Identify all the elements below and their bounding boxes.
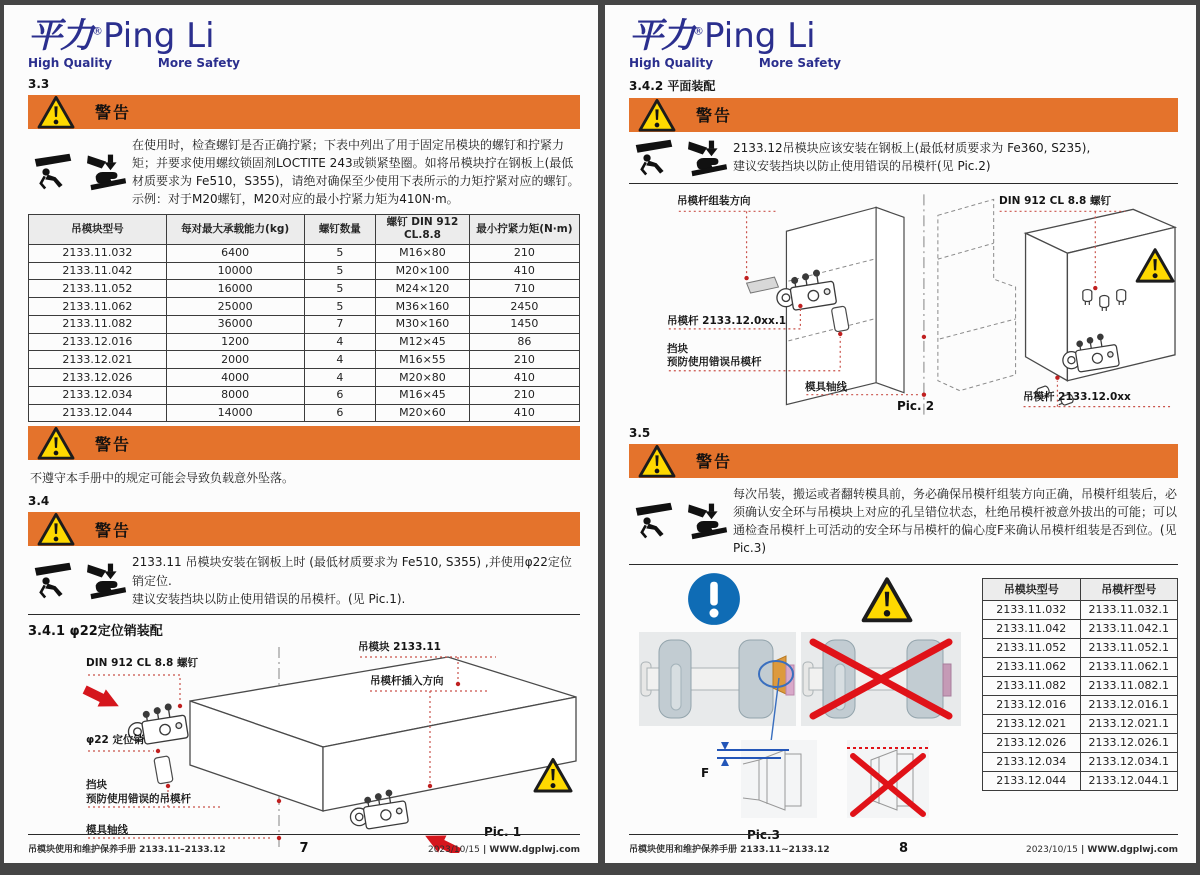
- table-header-row: [29, 214, 580, 244]
- logo-en: Ping Li: [704, 16, 816, 56]
- table-cell: 6400: [166, 244, 304, 262]
- warning-4-line1: 2133.12吊模块应该安装在钢板上(最低材质要求为 Fe360, S235),: [733, 140, 1091, 155]
- table-cell: 2133.11.082.1: [1080, 676, 1178, 695]
- pic2-rod1-label: 吊模杆 2133.12.0xx.1: [667, 314, 787, 327]
- warning-4-text: [733, 139, 1178, 177]
- warning-banner-3: [28, 512, 580, 546]
- footer-date-site: [324, 845, 580, 855]
- table-cell: 2133.11.062: [29, 298, 167, 316]
- table-cell: 2133.12.026.1: [1080, 733, 1178, 752]
- manual-page-8: [605, 5, 1196, 863]
- divider: [629, 564, 1178, 565]
- table-cell: 86: [469, 333, 579, 351]
- registered-mark: ®: [693, 24, 704, 38]
- warning-banner-1: [28, 95, 580, 129]
- table-cell: 2133.11.032: [983, 600, 1081, 619]
- table-cell: 2133.11.052.1: [1080, 638, 1178, 657]
- pic1-pin-label: φ22 定位销: [86, 734, 144, 747]
- table-header-cell: 吊模块型号: [983, 578, 1081, 600]
- table-row: [983, 657, 1178, 676]
- table-cell: 6: [304, 404, 376, 422]
- table-cell: 6: [304, 386, 376, 404]
- warning-1-text: [132, 136, 580, 209]
- table-row: [983, 600, 1178, 619]
- bolt-torque-table: [28, 214, 580, 423]
- section-3-4-label: 3.4: [28, 494, 50, 509]
- section-3-5-label: 3.5: [629, 425, 651, 440]
- pic1-stop-label: [86, 779, 191, 806]
- warning-3-body: [28, 553, 580, 608]
- table-cell: 2133.11.042: [29, 262, 167, 280]
- table-cell: 410: [469, 404, 579, 422]
- pic2-stop-line1: 挡块: [667, 342, 688, 355]
- table-cell: 25000: [166, 298, 304, 316]
- table-cell: 2133.12.034: [983, 752, 1081, 771]
- footer-date: 2023/10/15: [1025, 845, 1078, 855]
- pingli-logo: [629, 16, 1178, 70]
- table-header-cell: 吊模杆型号: [1080, 578, 1178, 600]
- table-row: [983, 771, 1178, 790]
- table-row: [29, 404, 580, 422]
- table-cell: 2133.11.082: [29, 315, 167, 333]
- table-row: [29, 386, 580, 404]
- table-row: [29, 333, 580, 351]
- table-cell: M20×60: [376, 404, 470, 422]
- warning-banner-label: 警告: [696, 106, 733, 126]
- table-cell: 10000: [166, 262, 304, 280]
- registered-mark: ®: [92, 24, 103, 38]
- pic3-detail-correct: [715, 738, 819, 824]
- table-cell: 2133.11.062.1: [1080, 657, 1178, 676]
- logo-zh: 平力: [28, 16, 92, 56]
- warning-triangle-icon: [638, 444, 676, 478]
- warning-triangle-icon: [638, 98, 676, 132]
- table-cell: 2133.12.044: [29, 404, 167, 422]
- table-header-cell: 最小拧紧力矩(N·m): [469, 214, 579, 244]
- warning-3-line1: 2133.11 吊模块安装在钢板上时 (最低材质要求为 Fe510, S355) ,并使用φ22定位销定位.: [132, 555, 572, 588]
- table-header-cell: 每对最大承载能力(kg): [166, 214, 304, 244]
- table-cell: 2133.12.026: [983, 733, 1081, 752]
- table-cell: 2133.12.016: [29, 333, 167, 351]
- tagline-quality: High Quality: [629, 55, 714, 70]
- table-cell: 2133.12.034: [29, 386, 167, 404]
- pic2-rod2-label: 吊模杆 2133.12.0xx: [1023, 390, 1131, 403]
- table-cell: M30×160: [376, 315, 470, 333]
- table-cell: 7: [304, 315, 376, 333]
- table-cell: 1200: [166, 333, 304, 351]
- hazard-icons: [629, 139, 733, 177]
- footer-date: 2023/10/15: [427, 845, 480, 855]
- tagline-safety: More Safety: [758, 55, 841, 70]
- footer-website: WWW.dgplwj.com: [489, 845, 580, 855]
- table-cell: 8000: [166, 386, 304, 404]
- table-cell: 5: [304, 262, 376, 280]
- warning-2-text: 不遵守本手册中的规定可能会导致负载意外坠落。: [30, 471, 295, 486]
- logo-zh: 平力: [629, 16, 693, 56]
- table-cell: 5: [304, 298, 376, 316]
- pic2-screw-label: DIN 912 CL 8.8 螺钉: [999, 194, 1111, 207]
- table-cell: 2133.11.032.1: [1080, 600, 1178, 619]
- table-cell: 210: [469, 386, 579, 404]
- hand-crush-hazard-icon: [87, 562, 127, 600]
- warning-banner-label: 警告: [95, 434, 132, 454]
- table-cell: 4000: [166, 369, 304, 387]
- footer-date-site: [924, 845, 1179, 855]
- pic2-stop-line2: 预防使用错误吊模杆: [667, 356, 762, 369]
- pic3-caption: Pic.3: [747, 827, 780, 842]
- table-row: [29, 315, 580, 333]
- table-row: [29, 280, 580, 298]
- warning-banner-label: 警告: [95, 520, 132, 540]
- footer-separator: |: [1077, 845, 1088, 855]
- page-number: 8: [898, 841, 909, 856]
- table-cell: M20×80: [376, 369, 470, 387]
- table-cell: M16×80: [376, 244, 470, 262]
- hazard-icons: [629, 485, 733, 558]
- warning-triangle-icon: [37, 95, 75, 129]
- table-cell: 16000: [166, 280, 304, 298]
- table-cell: 710: [469, 280, 579, 298]
- table-row: [29, 262, 580, 280]
- pic3-figure: [629, 570, 1178, 852]
- section-3-4-1-heading: 3.4.1 φ22定位销装配: [28, 624, 163, 640]
- section-3-4-2-heading: 3.4.2 平面装配: [629, 78, 716, 93]
- table-row: [29, 351, 580, 369]
- falling-load-hazard-icon: [634, 139, 674, 177]
- table-row: [983, 752, 1178, 771]
- table-cell: 2133.12.021: [983, 714, 1081, 733]
- page7-footer: [28, 834, 580, 856]
- divider: [629, 183, 1178, 184]
- table-cell: M24×120: [376, 280, 470, 298]
- table-cell: 5: [304, 244, 376, 262]
- table-cell: 2133.12.044.1: [1080, 771, 1178, 790]
- section-3-3-label: 3.3: [28, 76, 50, 91]
- warning-triangle-icon: [37, 426, 75, 460]
- falling-load-hazard-icon: [33, 153, 73, 191]
- table-cell: 2133.11.062: [983, 657, 1081, 676]
- hazard-icons: [28, 136, 132, 209]
- table-cell: 2133.11.042: [983, 619, 1081, 638]
- tagline-safety: More Safety: [157, 55, 240, 70]
- pic1-insert-direction-label: 吊模杆插入方向: [370, 675, 444, 688]
- warning-4-body: [629, 139, 1178, 177]
- pic2-assemble-direction-label: 吊模杆组装方向: [677, 194, 751, 207]
- table-cell: 2133.12.016: [983, 695, 1081, 714]
- table-cell: 2133.12.034.1: [1080, 752, 1178, 771]
- table-cell: 2133.12.021: [29, 351, 167, 369]
- table-cell: 2133.12.026: [29, 369, 167, 387]
- table-cell: M20×100: [376, 262, 470, 280]
- pic1-caption: Pic. 1: [484, 825, 522, 840]
- footer-manual-title: 吊模块使用和维护保养手册 2133.11~2133.12: [629, 845, 830, 855]
- warning-5-body: [629, 485, 1178, 558]
- pic1-screw-label: DIN 912 CL 8.8 螺钉: [86, 657, 198, 670]
- table-cell: 210: [469, 351, 579, 369]
- footer-manual-title: 吊模块使用和维护保养手册 2133.11–2133.12: [28, 845, 226, 855]
- table-header-row: [983, 578, 1178, 600]
- page-number: 7: [299, 841, 309, 856]
- logo-taglines: [629, 56, 841, 70]
- pic1-axis-label: 模具轴线: [86, 824, 128, 837]
- table-cell: 2133.11.052: [29, 280, 167, 298]
- pic2-caption: Pic. 2: [897, 398, 935, 413]
- table-cell: 4: [304, 351, 376, 369]
- table-row: [983, 619, 1178, 638]
- warning-5-text: 每次吊装，搬运或者翻转模具前，务必确保吊模杆组装方向正确，吊模杆组装后，必须确认安全环与吊模块上对应的孔呈错位状态，杜绝吊模杆被意外拔出的可能；可以通检查吊模杆上可活动的安全环与吊模杆的偏心度F来确认吊模杆组装是否到位。(见 Pic.3): [733, 486, 1178, 556]
- table-row: [29, 298, 580, 316]
- pic3-detail-wrong: [845, 738, 931, 824]
- logo-wordmark: [629, 16, 1178, 56]
- table-cell: 1450: [469, 315, 579, 333]
- table-row: [983, 695, 1178, 714]
- falling-load-hazard-icon: [634, 502, 674, 540]
- table-cell: 2133.12.016.1: [1080, 695, 1178, 714]
- table-header-cell: 螺钉 DIN 912 CL.8.8: [376, 214, 470, 244]
- table-cell: M36×160: [376, 298, 470, 316]
- hazard-icons: [28, 553, 132, 608]
- pic2-diagram: [629, 189, 1178, 419]
- pic1-stop-line1: 挡块: [86, 779, 107, 792]
- table-cell: M16×45: [376, 386, 470, 404]
- table-row: [983, 733, 1178, 752]
- divider: [28, 614, 580, 615]
- table-cell: 36000: [166, 315, 304, 333]
- pic3-f-dimension-label: F: [701, 765, 710, 780]
- pic1-module-label: 吊模块 2133.11: [358, 641, 441, 654]
- warning-triangle-icon: [37, 512, 75, 546]
- table-cell: 410: [469, 369, 579, 387]
- warning-3-text: [132, 553, 580, 608]
- warning-banner-label: 警告: [95, 103, 132, 123]
- table-header-cell: 螺钉数量: [304, 214, 376, 244]
- table-cell: 4: [304, 333, 376, 351]
- table-row: [983, 714, 1178, 733]
- hand-crush-hazard-icon: [87, 153, 127, 191]
- table-cell: 2133.12.044: [983, 771, 1081, 790]
- logo-en: Ping Li: [103, 16, 215, 56]
- pic2-axis-label: 模具轴线: [805, 380, 847, 393]
- table-cell: 5: [304, 280, 376, 298]
- table-row: [29, 244, 580, 262]
- warning-banner-2: [28, 426, 580, 460]
- pingli-logo: [28, 16, 580, 70]
- table-cell: 2133.11.082: [983, 676, 1081, 695]
- hand-crush-hazard-icon: [688, 502, 728, 540]
- table-cell: 2133.11.042.1: [1080, 619, 1178, 638]
- logo-taglines: [28, 56, 240, 70]
- table-cell: 2133.11.032: [29, 244, 167, 262]
- warning-banner-4: [629, 98, 1178, 132]
- table-cell: 2133.11.052: [983, 638, 1081, 657]
- falling-load-hazard-icon: [33, 562, 73, 600]
- table-header-cell: 吊模块型号: [29, 214, 167, 244]
- warning-1-example: 示例：对于M20螺钉，M20对应的最小拧紧力矩为410N·m。: [132, 192, 459, 207]
- page8-footer: [629, 834, 1178, 856]
- warning-banner-label: 警告: [696, 452, 733, 472]
- table-cell: 4: [304, 369, 376, 387]
- table-cell: 410: [469, 262, 579, 280]
- hand-crush-hazard-icon: [688, 139, 728, 177]
- warning-1-body: [28, 136, 580, 209]
- table-cell: 210: [469, 244, 579, 262]
- table-row: [29, 369, 580, 387]
- pic2-stop-label: [667, 343, 762, 370]
- logo-wordmark: [28, 16, 580, 56]
- table-cell: M12×45: [376, 333, 470, 351]
- warning-banner-5: [629, 444, 1178, 478]
- table-cell: 2000: [166, 351, 304, 369]
- tagline-quality: High Quality: [28, 55, 113, 70]
- table-row: [983, 676, 1178, 695]
- rod-pairing-table: [982, 578, 1178, 791]
- table-cell: 2450: [469, 298, 579, 316]
- table-cell: 14000: [166, 404, 304, 422]
- pic2-drawing: [629, 189, 1178, 419]
- warning-1-paragraph: 在使用时，检查螺钉是否正确拧紧；下表中列出了用于固定吊模块的螺钉和拧紧力矩；并要求使用螺纹锁固剂LOCTITE 243或锁紧垫圈。如将吊模块拧在钢板上(最低材质要求为 Fe510，S355)，请绝对确保至少使用下表所示的力矩拧紧对应的螺钉。: [132, 137, 580, 189]
- footer-separator: |: [479, 845, 490, 855]
- warning-4-line2: 建议安装挡块以防止使用错误的吊模杆(见 Pic.2): [733, 158, 991, 173]
- table-row: [983, 638, 1178, 657]
- warning-3-line2: 建议安装挡块以防止使用错误的吊模杆。(见 Pic.1).: [132, 591, 406, 606]
- pic1-diagram: [28, 641, 580, 853]
- manual-page-7: [4, 5, 598, 863]
- table-cell: 2133.12.021.1: [1080, 714, 1178, 733]
- table-cell: M16×55: [376, 351, 470, 369]
- pic1-stop-line2: 预防使用错误的吊模杆: [86, 792, 191, 805]
- footer-website: WWW.dgplwj.com: [1087, 845, 1178, 855]
